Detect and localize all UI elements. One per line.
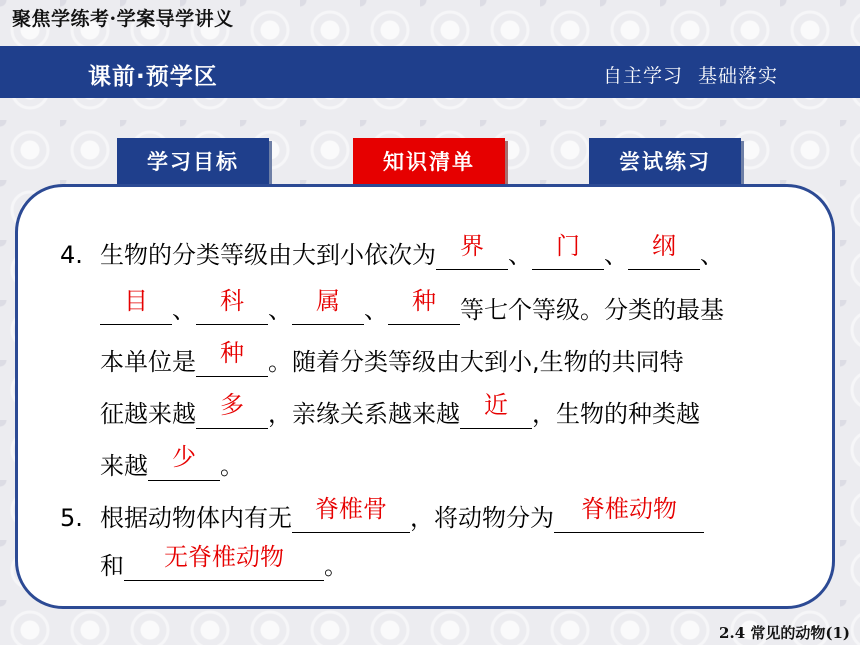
blank-10 (460, 391, 532, 429)
answer-13: 脊椎动物 (581, 495, 677, 523)
blank-11 (148, 443, 220, 481)
blank-3 (628, 232, 700, 270)
q4-text-6: ，亲缘关系越来越 (268, 400, 460, 428)
blank-9 (196, 391, 268, 429)
answer-9: 多 (220, 391, 244, 419)
q4-number: 4. (60, 241, 83, 269)
q4-line-2 (100, 287, 724, 325)
q4-line-3 (100, 339, 684, 377)
q4-text-3: 本单位是 (100, 348, 196, 376)
q5-text-3: 和 (100, 552, 124, 580)
blank-14 (124, 543, 324, 581)
q4-text-8: 来越 (100, 452, 148, 480)
blank-8 (196, 339, 268, 377)
answer-12: 脊椎骨 (315, 495, 387, 523)
tab-practice[interactable]: 尝试练习 (589, 138, 741, 184)
blank-1 (436, 232, 508, 270)
blank-12 (292, 495, 410, 533)
separator: 、 (700, 241, 724, 269)
q4-line-4 (100, 391, 700, 429)
q5-text-4: 。 (324, 552, 348, 580)
book-title: 聚焦学练考·学案导学讲义 (12, 8, 234, 30)
q5-text-1: 根据动物体内有无 (100, 504, 292, 532)
q4-text-9: 。 (220, 452, 244, 480)
separator: 、 (508, 241, 532, 269)
blank-2 (532, 232, 604, 270)
answer-5: 科 (220, 287, 244, 315)
answer-10: 近 (484, 391, 508, 419)
blank-13 (554, 495, 704, 533)
blank-6 (292, 287, 364, 325)
section-header (0, 46, 860, 98)
section-subtitle: 自主学习 基础落实 (602, 65, 778, 87)
answer-7: 种 (412, 287, 436, 315)
answer-11: 少 (172, 443, 196, 471)
q5-text-2: ，将动物分为 (410, 504, 554, 532)
blank-7 (388, 287, 460, 325)
tab-learning-goals[interactable]: 学习目标 (117, 138, 269, 184)
q4-text-7: ，生物的种类越 (532, 400, 700, 428)
answer-8: 种 (220, 339, 244, 367)
q4-line-5 (100, 443, 244, 481)
separator: 、 (268, 296, 292, 324)
separator: 、 (604, 241, 628, 269)
answer-1: 界 (460, 232, 484, 260)
q4-text-4: 。随着分类等级由大到小,生物的共同特 (268, 348, 684, 376)
q4-line-1 (60, 232, 724, 270)
q4-text-1: 生物的分类等级由大到小依次为 (100, 241, 436, 269)
separator: 、 (172, 296, 196, 324)
tab-knowledge-list[interactable]: 知识清单 (353, 138, 505, 184)
section-title: 课前·预学区 (88, 64, 218, 90)
answer-3: 纲 (652, 232, 676, 260)
answer-14: 无脊椎动物 (164, 543, 284, 571)
blank-4 (100, 287, 172, 325)
separator: 、 (364, 296, 388, 324)
answer-2: 门 (556, 232, 580, 260)
q5-number: 5. (60, 504, 83, 532)
blank-5 (196, 287, 268, 325)
q5-line-2 (100, 543, 348, 581)
lesson-footer: 2.4 常见的动物(1) (719, 624, 850, 642)
answer-6: 属 (316, 287, 340, 315)
answer-4: 目 (124, 287, 148, 315)
q4-text-5: 征越来越 (100, 400, 196, 428)
q5-line-1 (60, 495, 704, 533)
q4-text-2: 等七个等级。分类的最基 (460, 296, 724, 324)
